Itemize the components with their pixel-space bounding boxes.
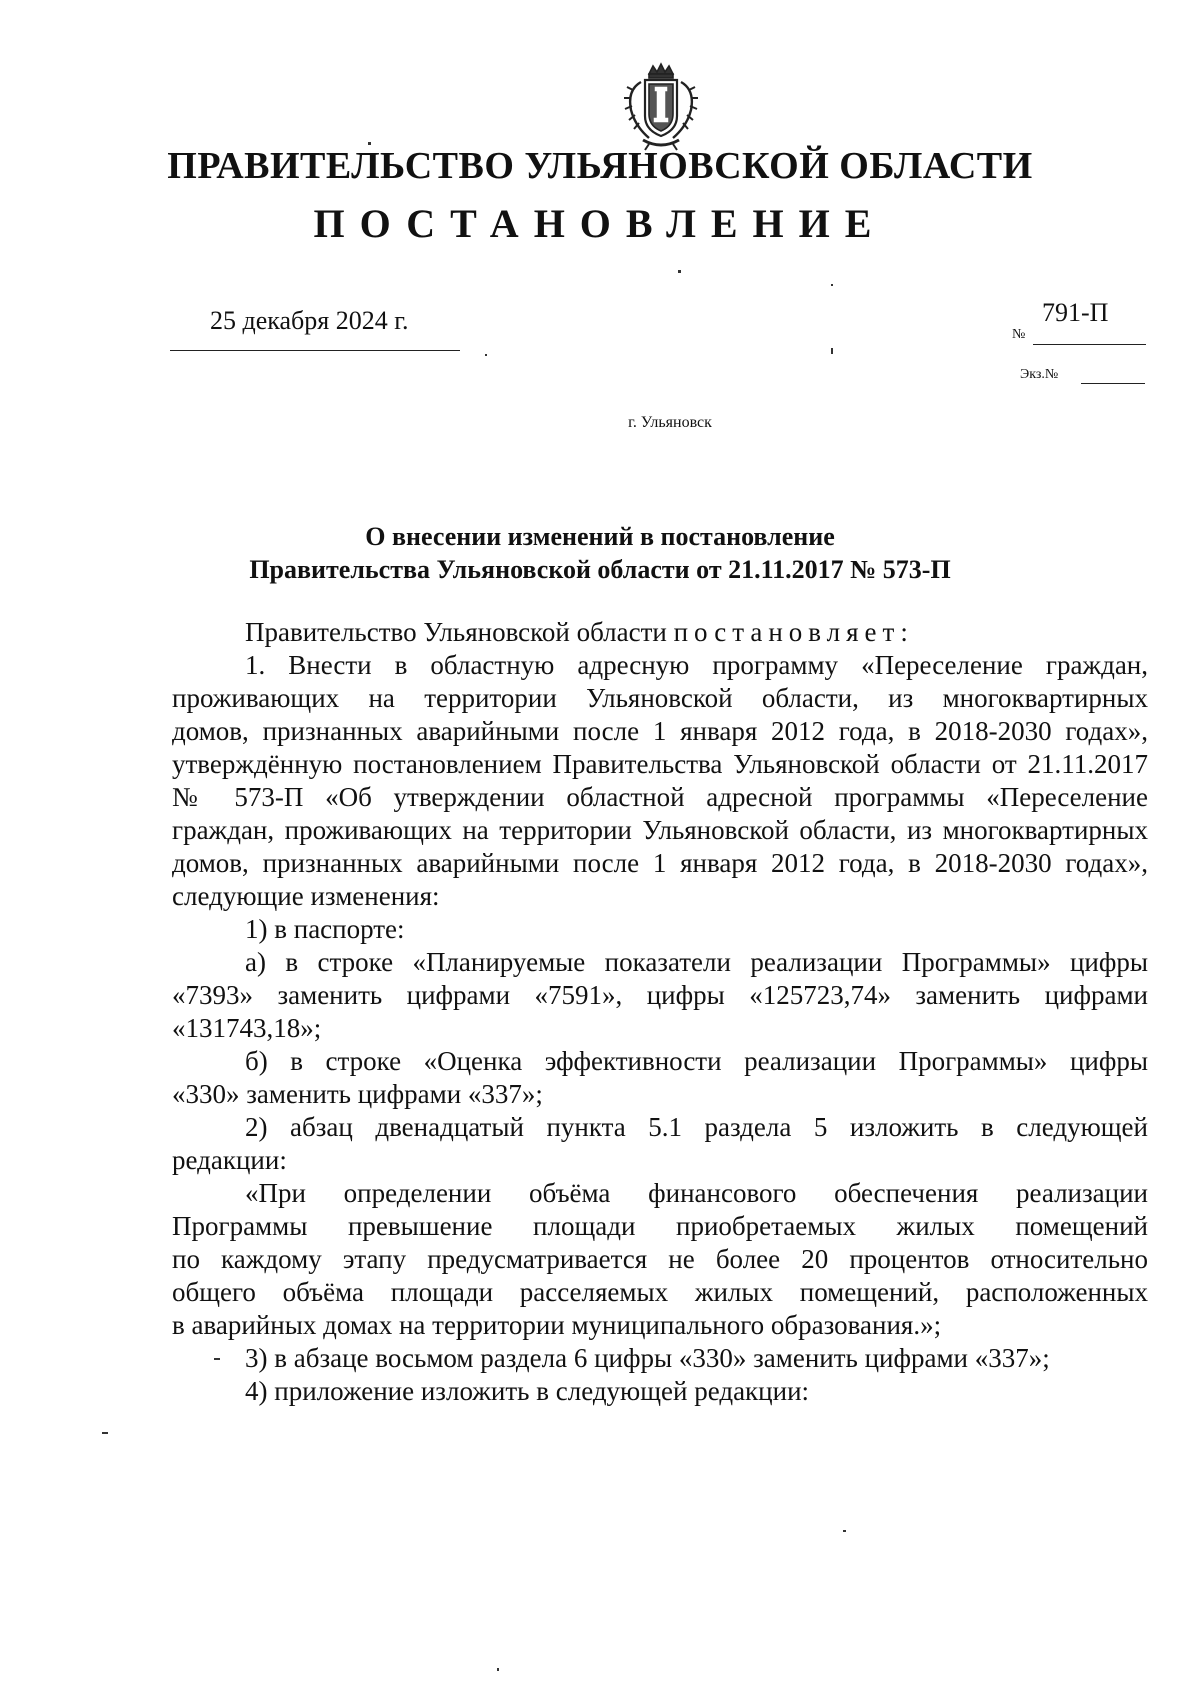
scan-speck bbox=[831, 348, 833, 354]
body-line: проживающих на территории Ульяновской области, из многоквартирных bbox=[172, 683, 1148, 713]
number-underline bbox=[1033, 344, 1146, 345]
body-line: граждан, проживающих на территории Ульяновской области, из многоквартирных bbox=[172, 815, 1148, 845]
body-line: 3) в абзаце восьмом раздела 6 цифры «330» заменить цифрами «337»; bbox=[245, 1343, 1050, 1373]
copy-number-underline bbox=[1081, 383, 1145, 384]
body-line: 1) в паспорте: bbox=[245, 914, 405, 944]
body-text-part: постановляет: bbox=[673, 617, 914, 647]
city: г. Ульяновск bbox=[628, 414, 712, 431]
body-line: домов, признанных аварийными после 1 января 2012 года, в 2018-2030 годах», bbox=[172, 848, 1148, 878]
body-line: утверждённую постановлением Правительства Ульяновской области от 21.11.2017 bbox=[172, 749, 1148, 779]
scan-speck bbox=[843, 1530, 846, 1532]
subject-line: Правительства Ульяновской области от 21.11.2017 № 573-П bbox=[249, 555, 951, 584]
copy-number-label: Экз.№ bbox=[1020, 367, 1059, 382]
subject-line: О внесении изменений в постановление bbox=[365, 522, 835, 551]
document-subject bbox=[150, 520, 1050, 586]
coat-of-arms-icon bbox=[619, 60, 703, 152]
government-name: ПРАВИТЕЛЬСТВО УЛЬЯНОВСКОЙ ОБЛАСТИ bbox=[167, 145, 1033, 187]
body-line: «При определении объёма финансового обеспечения реализации bbox=[245, 1178, 1148, 1208]
body-line: б) в строке «Оценка эффективности реализации Программы» цифры bbox=[245, 1046, 1148, 1076]
body-line: по каждому этапу предусматривается не более 20 процентов относительно bbox=[172, 1244, 1148, 1274]
scan-speck bbox=[678, 270, 681, 273]
body-line bbox=[172, 616, 1148, 649]
body-line: редакции: bbox=[172, 1145, 287, 1175]
scan-speck bbox=[102, 1432, 108, 1434]
scan-speck bbox=[214, 1358, 220, 1360]
body-line: домов, признанных аварийными после 1 января 2012 года, в 2018-2030 годах», bbox=[172, 716, 1148, 746]
body-line: 4) приложение изложить в следующей редакции: bbox=[245, 1376, 810, 1406]
number-mark: № bbox=[1012, 327, 1026, 342]
body-line: «7393» заменить цифрами «7591», цифры «125723,74» заменить цифрами bbox=[172, 980, 1148, 1010]
scan-speck bbox=[368, 142, 371, 145]
scan-speck bbox=[831, 284, 833, 286]
body-line: общего объёма площади расселяемых жилых помещений, расположенных bbox=[172, 1277, 1148, 1307]
body-line: «131743,18»; bbox=[172, 1013, 322, 1043]
scan-speck bbox=[497, 1668, 499, 1671]
document-number: 791-П bbox=[1042, 298, 1109, 327]
body-line: 1. Внести в областную адресную программу «Переселение граждан, bbox=[245, 650, 1148, 680]
body-text-part: Правительство Ульяновской области bbox=[245, 617, 667, 647]
document-date: 25 декабря 2024 г. bbox=[210, 306, 409, 335]
body-line: следующие изменения: bbox=[172, 881, 440, 911]
scan-speck bbox=[485, 354, 487, 356]
body-line: «330» заменить цифрами «337»; bbox=[172, 1079, 543, 1109]
body-line: № 573-П «Об утверждении областной адресной программы «Переселение bbox=[172, 782, 1148, 812]
body-line: в аварийных домах на территории муниципального образования.»; bbox=[172, 1310, 942, 1340]
body-line: а) в строке «Планируемые показатели реализации Программы» цифры bbox=[245, 947, 1148, 977]
document-type-title: ПОСТАНОВЛЕНИЕ bbox=[313, 201, 887, 246]
document-body bbox=[172, 616, 1148, 1408]
body-line: Программы превышение площади приобретаемых жилых помещений bbox=[172, 1211, 1148, 1241]
body-line: 2) абзац двенадцатый пункта 5.1 раздела 5 изложить в следующей bbox=[245, 1112, 1148, 1142]
date-underline bbox=[170, 350, 460, 351]
